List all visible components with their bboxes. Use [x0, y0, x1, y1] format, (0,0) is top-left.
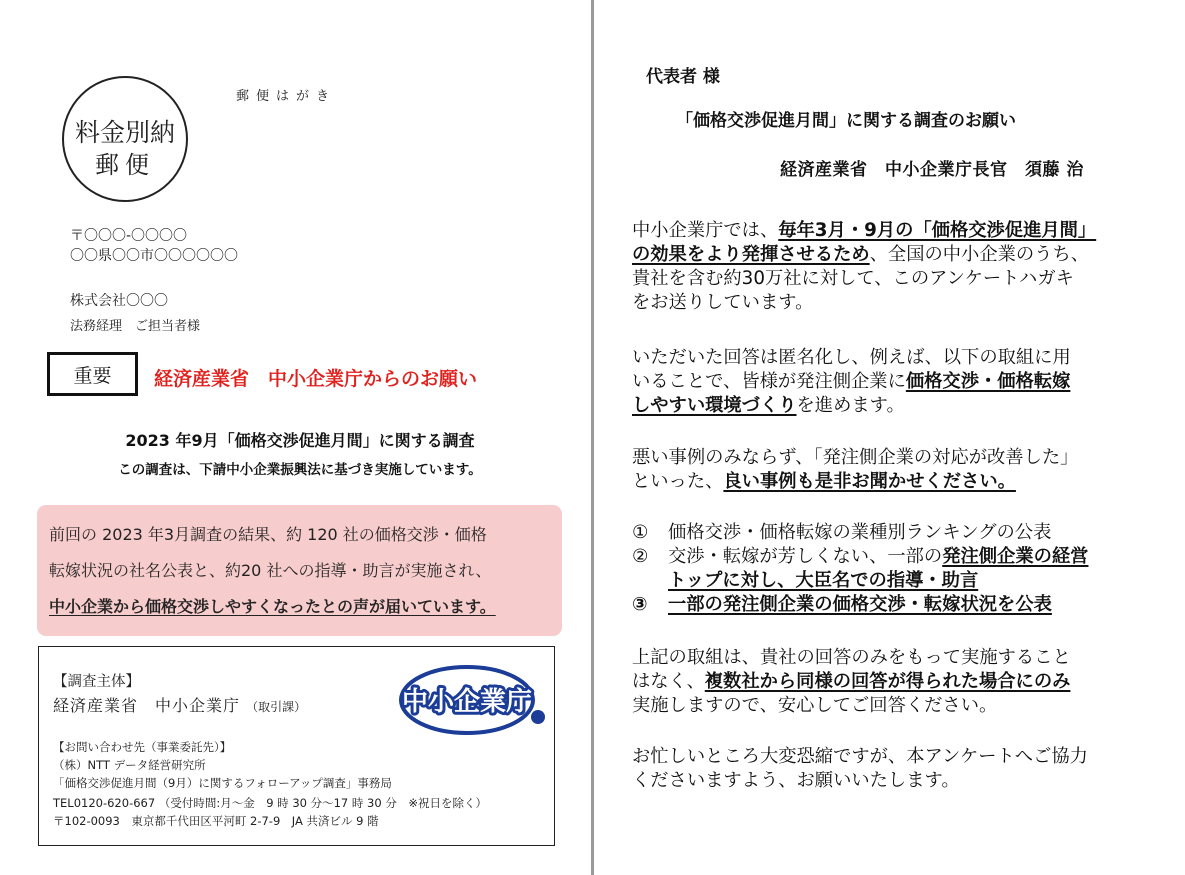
letter-paragraph-1 — [632, 219, 1162, 315]
survey-subtitle: この調査は、下請中小企業振興法に基づき実施しています。 — [118, 462, 482, 478]
sme-agency-logo — [395, 660, 551, 740]
letter-addressee: 代表者 様 — [646, 67, 720, 87]
notice-line: 前回の 2023 年3月調査の結果、約 120 社の価格交渉・価格 — [49, 525, 487, 544]
emphasis: しやすい環境づくり — [632, 395, 797, 416]
text: を進めます。 — [796, 395, 905, 416]
text: をお送りしています。 — [632, 292, 814, 313]
text: いることで、皆様が発注側企業に — [632, 371, 906, 392]
emphasis: 良い事例も是非お聞かせください。 — [723, 471, 1016, 492]
initiatives-list — [632, 521, 1162, 617]
notice-line: 転嫁状況の社名公表と、約20 社への指導・助言が実施され、 — [49, 561, 492, 580]
text: くださいますよう、お願いいたします。 — [632, 770, 960, 791]
emphasis: 発注側企業の経営 — [942, 546, 1089, 567]
text: 、全国の中小企業のうち、 — [869, 244, 1090, 265]
letter-paragraph-3 — [632, 446, 1162, 494]
survey-organizer-heading: 【調査主体】 — [53, 674, 140, 690]
stamp-line-2: 郵便 — [95, 151, 155, 179]
important-badge: 重要 — [47, 352, 138, 396]
letter-sender: 経済産業省 中小企業庁長官 須藤 治 — [780, 160, 1084, 180]
emphasis: 価格交渉・価格転嫁 — [905, 371, 1071, 392]
list-item — [632, 593, 1162, 617]
contact-address: 〒102-0093 東京都千代田区平河町 2-7-9 JA 共済ビル 9 階 — [53, 814, 379, 828]
emphasis: の効果をより発揮させるため — [632, 244, 870, 265]
contact-company: （株）NTT データ経営研究所 — [53, 758, 206, 772]
text: 実施しますので、安心してご回答ください。 — [632, 695, 998, 716]
survey-contact-box — [38, 646, 555, 846]
list-item — [632, 545, 1162, 569]
recipient-name: 法務経理 ご担当者様 — [70, 319, 201, 334]
request-title: 経済産業省 中小企業庁からのお願い — [154, 368, 478, 390]
emphasis: トップに対し、大臣名での指導・助言 — [668, 570, 979, 591]
item-number: ③ — [632, 594, 648, 615]
logo-dot — [531, 710, 545, 724]
contact-phone: TEL0120-620-667 （受付時間:月～金 9 時 30 分～17 時 30 分 ※祝日を除く） — [53, 796, 487, 810]
list-item-continuation — [632, 569, 1162, 593]
address-city: 〇〇県〇〇市〇〇〇〇〇〇 — [70, 248, 238, 264]
text: いただいた回答は匿名化し、例えば、以下の取組に用 — [632, 347, 1071, 368]
list-item — [632, 521, 1162, 545]
organizer-name: 経済産業省 中小企業庁 — [53, 696, 241, 715]
letter-title: 「価格交渉促進月間」に関する調査のお願い — [676, 111, 1016, 131]
emphasis: 複数社から同様の回答が得られた場合にのみ — [704, 671, 1071, 692]
survey-organizer — [53, 693, 306, 716]
text: 上記の取組は、貴社の回答のみをもって実施すること — [632, 647, 1071, 668]
contact-heading: 【お問い合わせ先（事業委託先）】 — [53, 740, 232, 754]
logo-text: 中小企業庁 — [401, 687, 533, 717]
text: はなく、 — [632, 671, 705, 692]
text: 悪い事例のみならず、「発注側企業の対応が改善した」 — [632, 447, 1079, 468]
survey-title: 2023 年9月「価格交渉促進月間」に関する調査 — [125, 431, 475, 450]
letter-paragraph-4 — [632, 646, 1162, 718]
emphasis: 一部の発注側企業の価格交渉・転嫁状況を公表 — [668, 594, 1052, 615]
notice-line-emphasis: 中小企業から価格交渉しやすくなったとの声が届いています。 — [49, 597, 496, 616]
stamp-line-1: 料金別納 — [74, 118, 175, 147]
company-name: 株式会社〇〇〇 — [70, 293, 168, 309]
contact-office: 「価格交渉促進月間（9月）に関するフォローアップ調査」事務局 — [53, 776, 392, 790]
item-number: ① — [632, 522, 649, 543]
postal-code: 〒〇〇〇-〇〇〇〇 — [70, 228, 188, 244]
results-notice-box — [37, 505, 562, 636]
letter-paragraph-5 — [632, 745, 1162, 793]
text: といった、 — [632, 471, 724, 492]
text: 貴社を含む約30万社に対して、このアンケートハガキ — [632, 268, 1074, 289]
postage-paid-stamp — [62, 76, 188, 202]
text: 交渉・転嫁が芳しくない、一部の — [668, 546, 943, 567]
text: 価格交渉・価格転嫁の業種別ランキングの公表 — [668, 522, 1052, 543]
postcard-label: 郵便はがき — [236, 89, 337, 104]
page-divider — [591, 0, 594, 875]
organizer-division: （取引課） — [246, 700, 307, 714]
text: お忙しいところ大変恐縮ですが、本アンケートへご協力 — [632, 746, 1088, 767]
letter-paragraph-2 — [632, 346, 1162, 418]
item-number: ② — [632, 546, 649, 567]
emphasis: 毎年3月・9月の「価格交渉促進月間」 — [778, 220, 1097, 241]
text: 中小企業庁では、 — [632, 220, 779, 241]
